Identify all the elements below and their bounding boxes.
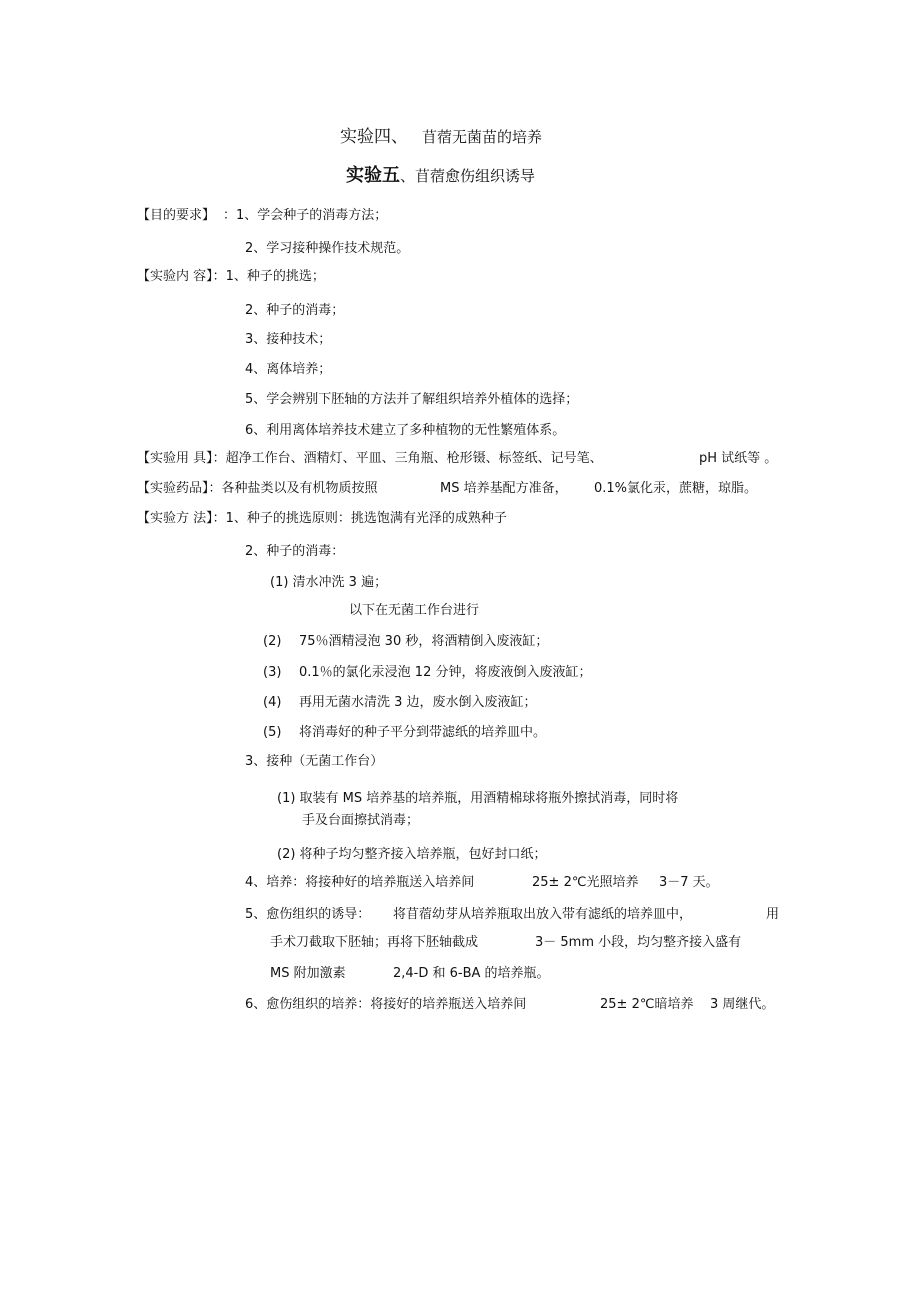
method-step-4-condition: 25± 2℃光照培养	[532, 875, 639, 890]
method-line-1	[137, 510, 507, 528]
method-step-2-sub-3: 0.1％的氯化汞浸泡 12 分钟，将废液倒入废液缸；	[299, 665, 592, 680]
method-step-5-text-5: 2,4-D 和 6-BA 的培养瓶。	[393, 966, 550, 981]
title-5-number: 实验五	[346, 165, 400, 186]
method-step-3-sub-2: (2) 将种子均匀整齐接入培养瓶，包好封口纸；	[277, 847, 547, 862]
method-step-6-condition: 25± 2℃暗培养	[600, 997, 694, 1012]
purpose-item-2: 2、学习接种操作技术规范。	[245, 241, 410, 256]
content-item-3: 3、接种技术；	[245, 332, 332, 347]
tools-ph-paper: pH 试纸等 。	[699, 451, 778, 466]
method-step-2-note: 以下在无菌工作台进行	[349, 603, 480, 618]
reagents-chemicals: 0.1%氯化汞，蔗糖，琼脂。	[594, 481, 758, 496]
title-experiment-4	[340, 126, 542, 148]
method-step-2-sub-4-num: (4)	[263, 695, 282, 710]
method-step-4-duration: 3－7 天。	[659, 875, 719, 890]
method-step-5-text-1-end: 用	[766, 907, 780, 922]
reagents-text-a: 各种盐类以及有机物质按照	[221, 481, 378, 496]
method-step-5-text-3: 3－ 5mm 小段，均匀整齐接入盛有	[535, 935, 742, 950]
content-item-5: 5、学会辨别下胚轴的方法并了解组织培养外植体的选择；	[245, 392, 579, 407]
method-step-2-sub-3-num: (3)	[263, 665, 282, 680]
content-item-2: 2、种子的消毒；	[245, 303, 345, 318]
method-step-3-sub-1-b: 手及台面擦拭消毒；	[302, 813, 420, 828]
method-step-6-text: 6、愈伤组织的培养：将接好的培养瓶送入培养间	[245, 997, 527, 1012]
content-line-1	[137, 268, 325, 286]
method-step-2-title: 2、种子的消毒：	[245, 544, 345, 559]
method-step-5-text-2: 手术刀截取下胚轴；再将下胚轴截成	[270, 935, 479, 950]
method-step-2-sub-2-num: (2)	[263, 634, 282, 649]
reagents-ms: MS 培养基配方准备，	[440, 481, 568, 496]
content-item-4: 4、离体培养；	[245, 362, 332, 377]
title-5-text: 、苜蓿愈伤组织诱导	[400, 167, 536, 185]
purpose-item-1: 1、学会种子的消毒方法；	[236, 208, 388, 223]
purpose-label: 【目的要求】	[137, 208, 216, 223]
method-step-2-sub-1: (1) 清水冲洗 3 遍；	[270, 575, 388, 590]
method-step-3-sub-1-a: (1) 取装有 MS 培养基的培养瓶，用酒精棉球将瓶外擦拭消毒，同时将	[277, 791, 679, 806]
method-step-6-duration: 3 周继代。	[710, 997, 775, 1012]
content-item-6: 6、利用离体培养技术建立了多种植物的无性繁殖体系。	[245, 423, 566, 438]
method-step-2-sub-2: 75％酒精浸泡 30 秒，将酒精倒入废液缸；	[299, 634, 549, 649]
reagents-line	[137, 480, 378, 498]
content-item-1: 1、种子的挑选；	[225, 269, 325, 284]
title-4-number: 实验四、	[340, 127, 408, 147]
method-step-4-text: 4、培养：将接种好的培养瓶送入培养间	[245, 875, 475, 890]
method-step-5-text-4: MS 附加激素	[270, 966, 346, 981]
method-step-1: 1、种子的挑选原则：挑选饱满有光泽的成熟种子	[225, 511, 507, 526]
title-experiment-5	[346, 165, 535, 187]
tools-line	[137, 450, 603, 468]
method-step-5-text-1: 将苜蓿幼芽从培养瓶取出放入带有滤纸的培养皿中，	[393, 907, 693, 922]
purpose-colon: ：	[223, 208, 237, 223]
method-step-2-sub-5: 将消毒好的种子平分到带滤纸的培养皿中。	[299, 725, 547, 740]
title-4-text: 苜蓿无菌苗的培养	[422, 128, 543, 146]
method-step-2-sub-4: 再用无菌水清洗 3 边，废水倒入废液缸；	[299, 695, 537, 710]
tools-text: 超净工作台、酒精灯、平皿、三角瓶、枪形镊、标签纸、记号笔、	[225, 451, 603, 466]
method-step-3-title: 3、接种（无菌工作台）	[245, 754, 384, 769]
reagents-label: 【实验药品】：	[137, 481, 222, 496]
content-label: 【实验内 容】：	[137, 269, 226, 284]
tools-label: 【实验用 具】：	[137, 451, 226, 466]
purpose-line-1	[137, 207, 387, 225]
method-step-2-sub-5-num: (5)	[263, 725, 282, 740]
method-label: 【实验方 法】：	[137, 511, 226, 526]
method-step-5-title: 5、愈伤组织的诱导：	[245, 907, 371, 922]
